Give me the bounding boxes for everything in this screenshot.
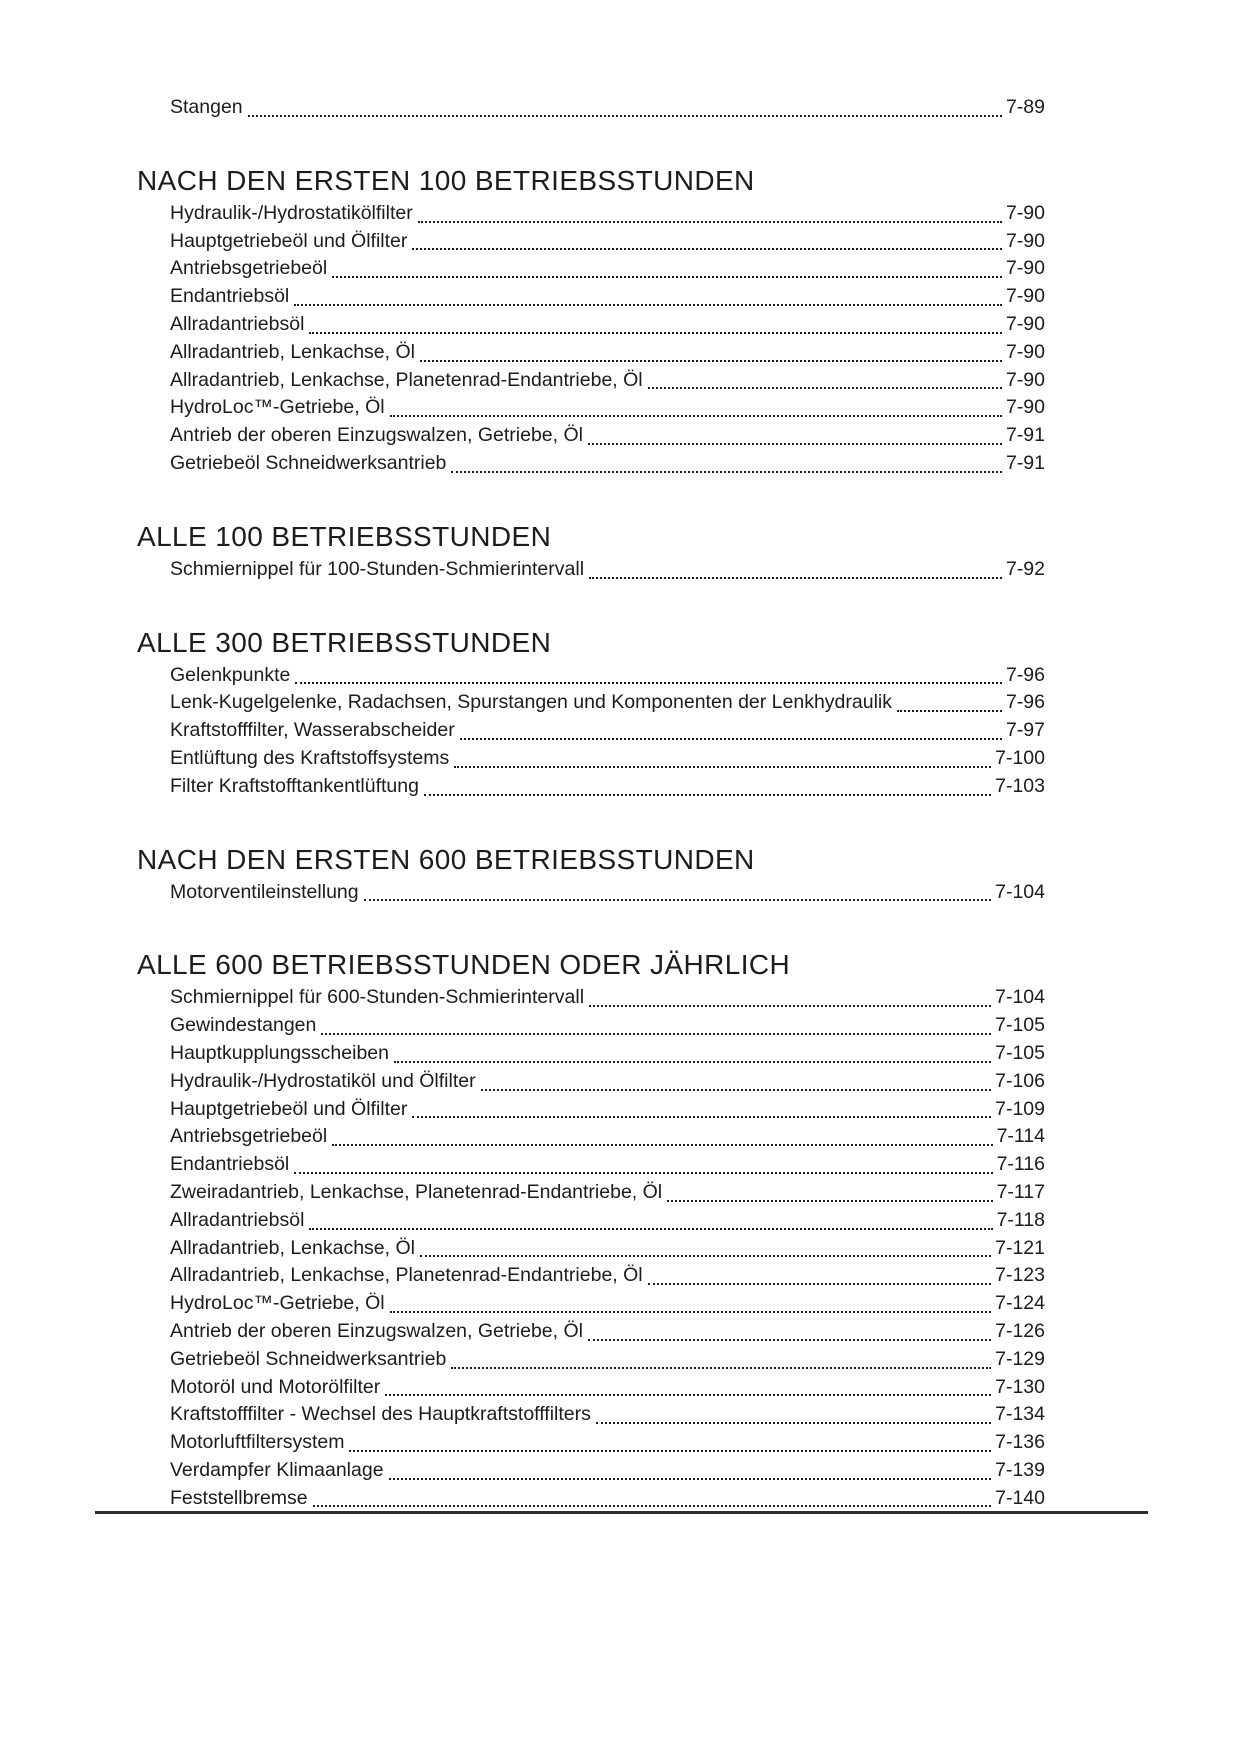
section-title: NACH DEN ERSTEN 600 BETRIEBSSTUNDEN (137, 843, 755, 875)
toc-entry[interactable] (137, 664, 1045, 692)
toc-entry-page-number: 7-139 (995, 1458, 1045, 1481)
toc-entry[interactable] (137, 1153, 1045, 1181)
dotted-leader (390, 415, 1002, 417)
section-entries (137, 664, 1045, 803)
toc-entry-label: Hydraulik-/Hydrostatikölfilter (170, 201, 413, 224)
toc-entry-label: Hauptgetriebeöl und Ölfilter (170, 1097, 408, 1120)
table-of-contents (137, 96, 1045, 1514)
toc-entry-label: HydroLoc™-Getriebe, Öl (170, 1292, 385, 1315)
dotted-leader (309, 1228, 992, 1230)
toc-entry-label: Motoröl und Motorölfilter (170, 1375, 381, 1398)
dotted-leader (648, 387, 1002, 389)
toc-entry-page-number: 7-117 (996, 1180, 1045, 1203)
toc-entry[interactable] (137, 369, 1045, 397)
dotted-leader (294, 1172, 992, 1174)
toc-entry-label: Antriebsgetriebeöl (170, 1125, 328, 1148)
toc-section (137, 164, 1045, 480)
toc-section (137, 520, 1045, 586)
toc-section (137, 948, 1045, 1514)
toc-entry-page-number: 7-103 (995, 774, 1045, 797)
toc-entry[interactable] (137, 1264, 1045, 1292)
toc-entry-label: Hauptgetriebeöl und Ölfilter (170, 229, 408, 252)
dotted-leader (420, 360, 1002, 362)
toc-entry[interactable] (137, 747, 1045, 775)
dotted-leader (451, 471, 1002, 473)
toc-entry-page-number: 7-96 (1005, 663, 1045, 686)
toc-entry-page-number: 7-90 (1005, 312, 1045, 335)
toc-entry-label: Hydraulik-/Hydrostatiköl und Ölfilter (170, 1069, 476, 1092)
toc-entry-page-number: 7-123 (995, 1264, 1045, 1287)
toc-entry-label: Schmiernippel für 100-Stunden-Schmierintervall (170, 557, 585, 580)
toc-entry-label: Filter Kraftstofftankentlüftung (170, 774, 419, 797)
dotted-leader (394, 1061, 991, 1063)
toc-entry[interactable] (137, 396, 1045, 424)
section-entries (137, 558, 1045, 586)
toc-entry-page-number: 7-91 (1005, 451, 1045, 474)
dotted-leader (418, 221, 1002, 223)
toc-entry-label: Allradantriebsöl (170, 312, 305, 335)
dotted-leader (588, 443, 1002, 445)
page-footer-rule (95, 1511, 1148, 1514)
dotted-leader (412, 248, 1002, 250)
toc-entry[interactable] (137, 257, 1045, 285)
toc-entry-page-number: 7-126 (995, 1319, 1045, 1342)
toc-entry-label: Kraftstofffilter - Wechsel des Hauptkraftstofffilters (170, 1403, 591, 1426)
toc-entry-page-number: 7-90 (1005, 201, 1045, 224)
toc-entry-label: HydroLoc™-Getriebe, Öl (170, 396, 385, 419)
toc-entry-label: Lenk-Kugelgelenke, Radachsen, Spurstangen und Komponenten der Lenkhydraulik (170, 691, 893, 714)
toc-entry-page-number: 7-130 (995, 1375, 1045, 1398)
toc-entry-page-number: 7-100 (995, 746, 1045, 769)
toc-entry-label: Zweiradantrieb, Lenkachse, Planetenrad-Endantriebe, Öl (170, 1180, 663, 1203)
toc-entry-label: Getriebeöl Schneidwerksantrieb (170, 451, 447, 474)
toc-entry-page-number: 7-116 (996, 1153, 1045, 1176)
toc-entry-page-number: 7-109 (995, 1097, 1045, 1120)
dotted-leader (589, 1005, 991, 1007)
toc-entry-label: Gewindestangen (170, 1014, 317, 1037)
toc-entry-label: Motorventileinstellung (170, 880, 359, 903)
toc-entry-page-number: 7-90 (1005, 285, 1045, 308)
toc-entry-page-number: 7-90 (1005, 340, 1045, 363)
dotted-leader (667, 1200, 992, 1202)
toc-entry[interactable] (137, 775, 1045, 803)
toc-entry-page-number: 7-90 (1005, 229, 1045, 252)
toc-entry-label: Antrieb der oberen Einzugswalzen, Getriebe, Öl (170, 424, 583, 447)
toc-entry-label: Antrieb der oberen Einzugswalzen, Getriebe, Öl (170, 1319, 583, 1342)
toc-entry-page-number: 7-97 (1005, 719, 1045, 742)
toc-entry-label: Endantriebsöl (170, 1153, 290, 1176)
toc-entry-label: Kraftstofffilter, Wasserabscheider (170, 719, 455, 742)
dotted-leader (424, 794, 991, 796)
toc-entry[interactable] (137, 1403, 1045, 1431)
toc-entry[interactable] (137, 1098, 1045, 1126)
toc-entry[interactable] (137, 1292, 1045, 1320)
toc-entry-label: Allradantriebsöl (170, 1208, 305, 1231)
toc-entry-page-number: 7-134 (995, 1403, 1045, 1426)
toc-entry-page-number: 7-114 (996, 1125, 1045, 1148)
toc-entry-page-number: 7-92 (1005, 557, 1045, 580)
dotted-leader (294, 304, 1002, 306)
toc-entry-page-number: 7-105 (995, 1014, 1045, 1037)
dotted-leader (588, 1339, 991, 1341)
toc-entry-label: Verdampfer Klimaanlage (170, 1458, 384, 1481)
toc-entry[interactable] (137, 230, 1045, 258)
toc-entry-label: Feststellbremse (170, 1486, 308, 1509)
toc-entry-label: Allradantrieb, Lenkachse, Öl (170, 1236, 415, 1259)
toc-entry-page-number: 7-140 (995, 1486, 1045, 1509)
toc-entry[interactable] (137, 1014, 1045, 1042)
dotted-leader (349, 1450, 991, 1452)
toc-entry-page-number: 7-90 (1005, 396, 1045, 419)
toc-entry-label: Allradantrieb, Lenkachse, Planetenrad-Endantriebe, Öl (170, 1264, 643, 1287)
toc-section (137, 843, 1045, 909)
toc-entry[interactable] (137, 202, 1045, 230)
dotted-leader (332, 276, 1002, 278)
dotted-leader (460, 738, 1002, 740)
toc-entry[interactable] (137, 986, 1045, 1014)
dotted-leader (321, 1033, 991, 1035)
toc-entry-label: Allradantrieb, Lenkachse, Öl (170, 340, 415, 363)
section-entries (137, 202, 1045, 480)
toc-entry-page-number: 7-90 (1005, 368, 1045, 391)
toc-entry-label: Allradantrieb, Lenkachse, Planetenrad-Endantriebe, Öl (170, 368, 643, 391)
toc-entry[interactable] (137, 285, 1045, 313)
toc-entry[interactable] (137, 881, 1045, 909)
toc-entry-label: Antriebsgetriebeöl (170, 257, 328, 280)
toc-entry-page-number: 7-121 (995, 1236, 1045, 1259)
toc-entry-label: Motorluftfiltersystem (170, 1431, 345, 1454)
toc-entry[interactable] (137, 1237, 1045, 1265)
toc-entry-label: Entlüftung des Kraftstoffsystems (170, 746, 450, 769)
toc-entry[interactable] (137, 313, 1045, 341)
toc-entry-label: Gelenkpunkte (170, 663, 291, 686)
toc-entry-page-number: 7-96 (1005, 691, 1045, 714)
toc-entry[interactable] (137, 1459, 1045, 1487)
toc-entry[interactable] (137, 1070, 1045, 1098)
toc-entry[interactable] (137, 424, 1045, 452)
dotted-leader (596, 1422, 991, 1424)
toc-entry[interactable] (137, 1125, 1045, 1153)
toc-entry[interactable] (137, 1209, 1045, 1237)
dotted-leader (412, 1116, 991, 1118)
toc-entry-page-number: 7-106 (995, 1069, 1045, 1092)
dotted-leader (313, 1505, 992, 1507)
section-entries (137, 986, 1045, 1514)
dotted-leader (454, 766, 991, 768)
section-title: ALLE 100 BETRIEBSSTUNDEN (137, 520, 552, 552)
toc-entry-page-number: 7-136 (995, 1431, 1045, 1454)
toc-entry-page-number: 7-104 (995, 880, 1045, 903)
toc-entry-page-number: 7-105 (995, 1041, 1045, 1064)
toc-entry-label: Endantriebsöl (170, 285, 290, 308)
dotted-leader (390, 1311, 992, 1313)
dotted-leader (309, 332, 1002, 334)
toc-entry[interactable] (137, 452, 1045, 480)
section-entries (137, 881, 1045, 909)
toc-entry[interactable] (137, 1348, 1045, 1376)
dotted-leader (248, 115, 1002, 117)
toc-entry-label: Schmiernippel für 600-Stunden-Schmierintervall (170, 986, 585, 1009)
toc-entry-page-number: 7-90 (1005, 257, 1045, 280)
section-title: ALLE 600 BETRIEBSSTUNDEN ODER JÄHRLICH (137, 949, 791, 981)
toc-entry[interactable] (137, 1042, 1045, 1070)
dotted-leader (481, 1089, 992, 1091)
dotted-leader (364, 899, 992, 901)
toc-entry-page-number: 7-124 (995, 1292, 1045, 1315)
toc-entry[interactable] (137, 558, 1045, 586)
toc-entry-label: Getriebeöl Schneidwerksantrieb (170, 1347, 447, 1370)
toc-entry-page-number: 7-129 (995, 1347, 1045, 1370)
toc-entry[interactable] (137, 96, 1045, 124)
section-title: ALLE 300 BETRIEBSSTUNDEN (137, 626, 552, 658)
section-title: NACH DEN ERSTEN 100 BETRIEBSSTUNDEN (137, 164, 755, 196)
toc-entry-page-number: 7-118 (996, 1208, 1045, 1231)
toc-entry[interactable] (137, 1376, 1045, 1404)
toc-entry[interactable] (137, 691, 1045, 719)
dotted-leader (897, 710, 1002, 712)
toc-entry-label: Hauptkupplungsscheiben (170, 1041, 389, 1064)
toc-entry[interactable] (137, 1181, 1045, 1209)
toc-entry-page-number: 7-89 (1005, 96, 1045, 118)
dotted-leader (648, 1283, 991, 1285)
dotted-leader (385, 1394, 991, 1396)
dotted-leader (389, 1478, 992, 1480)
toc-entry[interactable] (137, 719, 1045, 747)
toc-entry-page-number: 7-91 (1005, 424, 1045, 447)
toc-entry-label: Stangen (170, 96, 243, 118)
toc-section (137, 626, 1045, 803)
dotted-leader (420, 1255, 991, 1257)
toc-entry[interactable] (137, 1431, 1045, 1459)
dotted-leader (589, 577, 1002, 579)
dotted-leader (295, 682, 1002, 684)
toc-continuation-entries (137, 96, 1045, 124)
toc-entry-page-number: 7-104 (995, 986, 1045, 1009)
toc-entry[interactable] (137, 1320, 1045, 1348)
toc-entry[interactable] (137, 341, 1045, 369)
dotted-leader (451, 1367, 991, 1369)
dotted-leader (332, 1144, 992, 1146)
